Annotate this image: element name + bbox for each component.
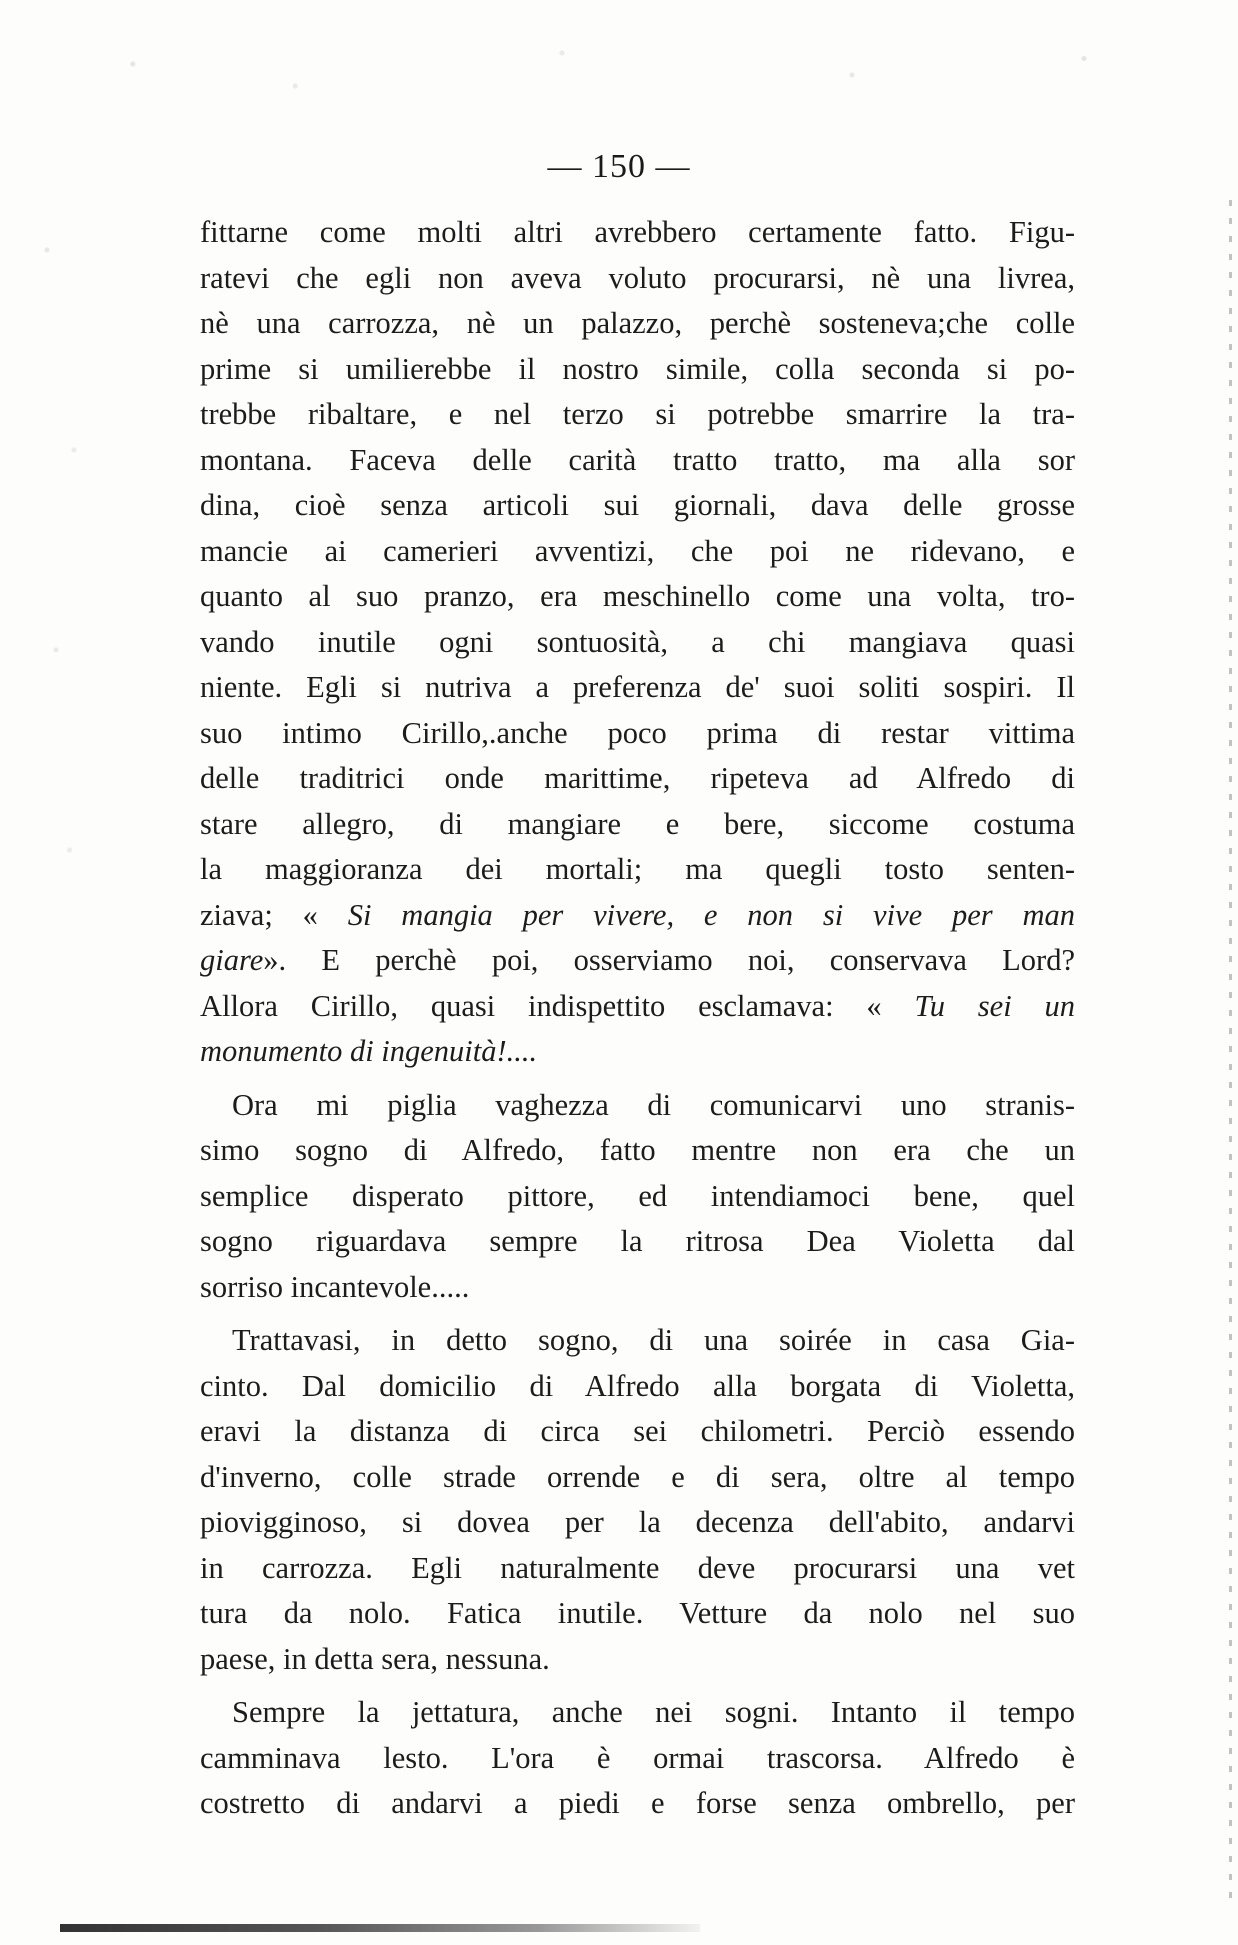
text-line: suo intimo Cirillo,.anche poco prima di restar vittima <box>200 715 1075 750</box>
scan-noise-top <box>40 20 1200 130</box>
text-line: d'inverno, colle strade orrende e di sera, oltre al tempo <box>200 1459 1075 1494</box>
text-line: Ora mi piglia vaghezza di comunicarvi uno stranis- <box>232 1087 1075 1122</box>
scan-noise-left <box>20 150 110 1150</box>
text-line: piovigginoso, si dovea per la decenza dell'abito, andarvi <box>200 1505 1075 1539</box>
text-segment: ». E perchè poi, osserviamo noi, conservava Lord? <box>263 943 1075 977</box>
paragraph-gap <box>200 1310 1075 1318</box>
text-line: vando inutile ogni sontuosità, a chi mangiava quasi <box>200 624 1075 659</box>
text-line: paese, in detta sera, nessuna. <box>200 1641 550 1676</box>
text-line <box>200 938 1075 984</box>
text-line: Trattavasi, in detto sogno, di una soirée in casa Gia- <box>232 1323 1075 1357</box>
body-text <box>200 210 1075 1827</box>
text-line <box>200 1029 1075 1075</box>
text-line: sogno riguardava sempre la ritrosa Dea Violetta dal <box>200 1224 1075 1258</box>
text-line: mancie ai camerieri avventizi, che poi ne ridevano, e <box>200 533 1075 568</box>
italic-quote: giare <box>200 943 264 977</box>
text-line: ratevi che egli non aveva voluto procurarsi, nè una livrea, <box>200 260 1075 295</box>
text-line: dina, cioè senza articoli sui giornali, dava delle grosse <box>200 488 1075 522</box>
text-segment: Allora Cirillo, quasi indispettito esclamava: « <box>200 988 915 1023</box>
text-line: trebbe ribaltare, e nel terzo si potrebbe smarrire la tra- <box>200 397 1075 431</box>
text-line: fittarne come molti altri avrebbero certamente fatto. Figu- <box>200 215 1075 249</box>
paragraph-gap <box>200 1682 1075 1690</box>
text-line: in carrozza. Egli naturalmente deve procurarsi una vet <box>200 1550 1075 1585</box>
text-line: semplice disperato pittore, ed intendiamoci bene, quel <box>200 1178 1075 1213</box>
italic-quote: Tu sei un <box>914 988 1075 1023</box>
text-line: delle traditrici onde marittime, ripeteva ad Alfredo di <box>200 761 1075 795</box>
text-line <box>200 893 1075 939</box>
text-segment: ziava; « <box>200 897 348 932</box>
text-line <box>200 984 1075 1030</box>
page-number: — 150 — <box>547 148 691 185</box>
text-line: eravi la distanza di circa sei chilometri. Perciò essendo <box>200 1414 1075 1448</box>
text-line: niente. Egli si nutriva a preferenza de' suoi soliti sospiri. Il <box>200 670 1075 704</box>
text-line: nè una carrozza, nè un palazzo, perchè sosteneva;che colle <box>200 306 1075 340</box>
text-line: cinto. Dal domicilio di Alfredo alla borgata di Violetta, <box>200 1368 1075 1403</box>
text-line: camminava lesto. L'ora è ormai trascorsa. Alfredo è <box>200 1740 1075 1775</box>
text-line: la maggioranza dei mortali; ma quegli tosto senten- <box>200 852 1075 886</box>
text-line: tura da nolo. Fatica inutile. Vetture da nolo nel suo <box>200 1596 1075 1630</box>
text-line: prime si umilierebbe il nostro simile, colla seconda si po- <box>200 351 1075 386</box>
italic-quote: monumento di ingenuità!.... <box>200 1034 538 1068</box>
italic-quote: Si mangia per vivere, e non si vive per man <box>347 897 1075 932</box>
text-line: montana. Faceva delle carità tratto tratto, ma alla sor <box>200 442 1075 477</box>
text-line: stare allegro, di mangiare e bere, siccome costuma <box>200 806 1075 841</box>
text-line: Sempre la jettatura, anche nei sogni. Intanto il tempo <box>232 1695 1075 1729</box>
scan-edge-bottom <box>60 1924 700 1932</box>
text-line: sorriso incantevole..... <box>200 1269 470 1304</box>
paragraph-gap <box>200 1075 1075 1083</box>
text-line: costretto di andarvi a piedi e forse senza ombrello, per <box>200 1786 1075 1820</box>
scan-edge-right <box>1229 200 1232 1900</box>
text-line: simo sogno di Alfredo, fatto mentre non era che un <box>200 1133 1075 1167</box>
text-line: quanto al suo pranzo, era meschinello come una volta, tro- <box>200 579 1075 613</box>
